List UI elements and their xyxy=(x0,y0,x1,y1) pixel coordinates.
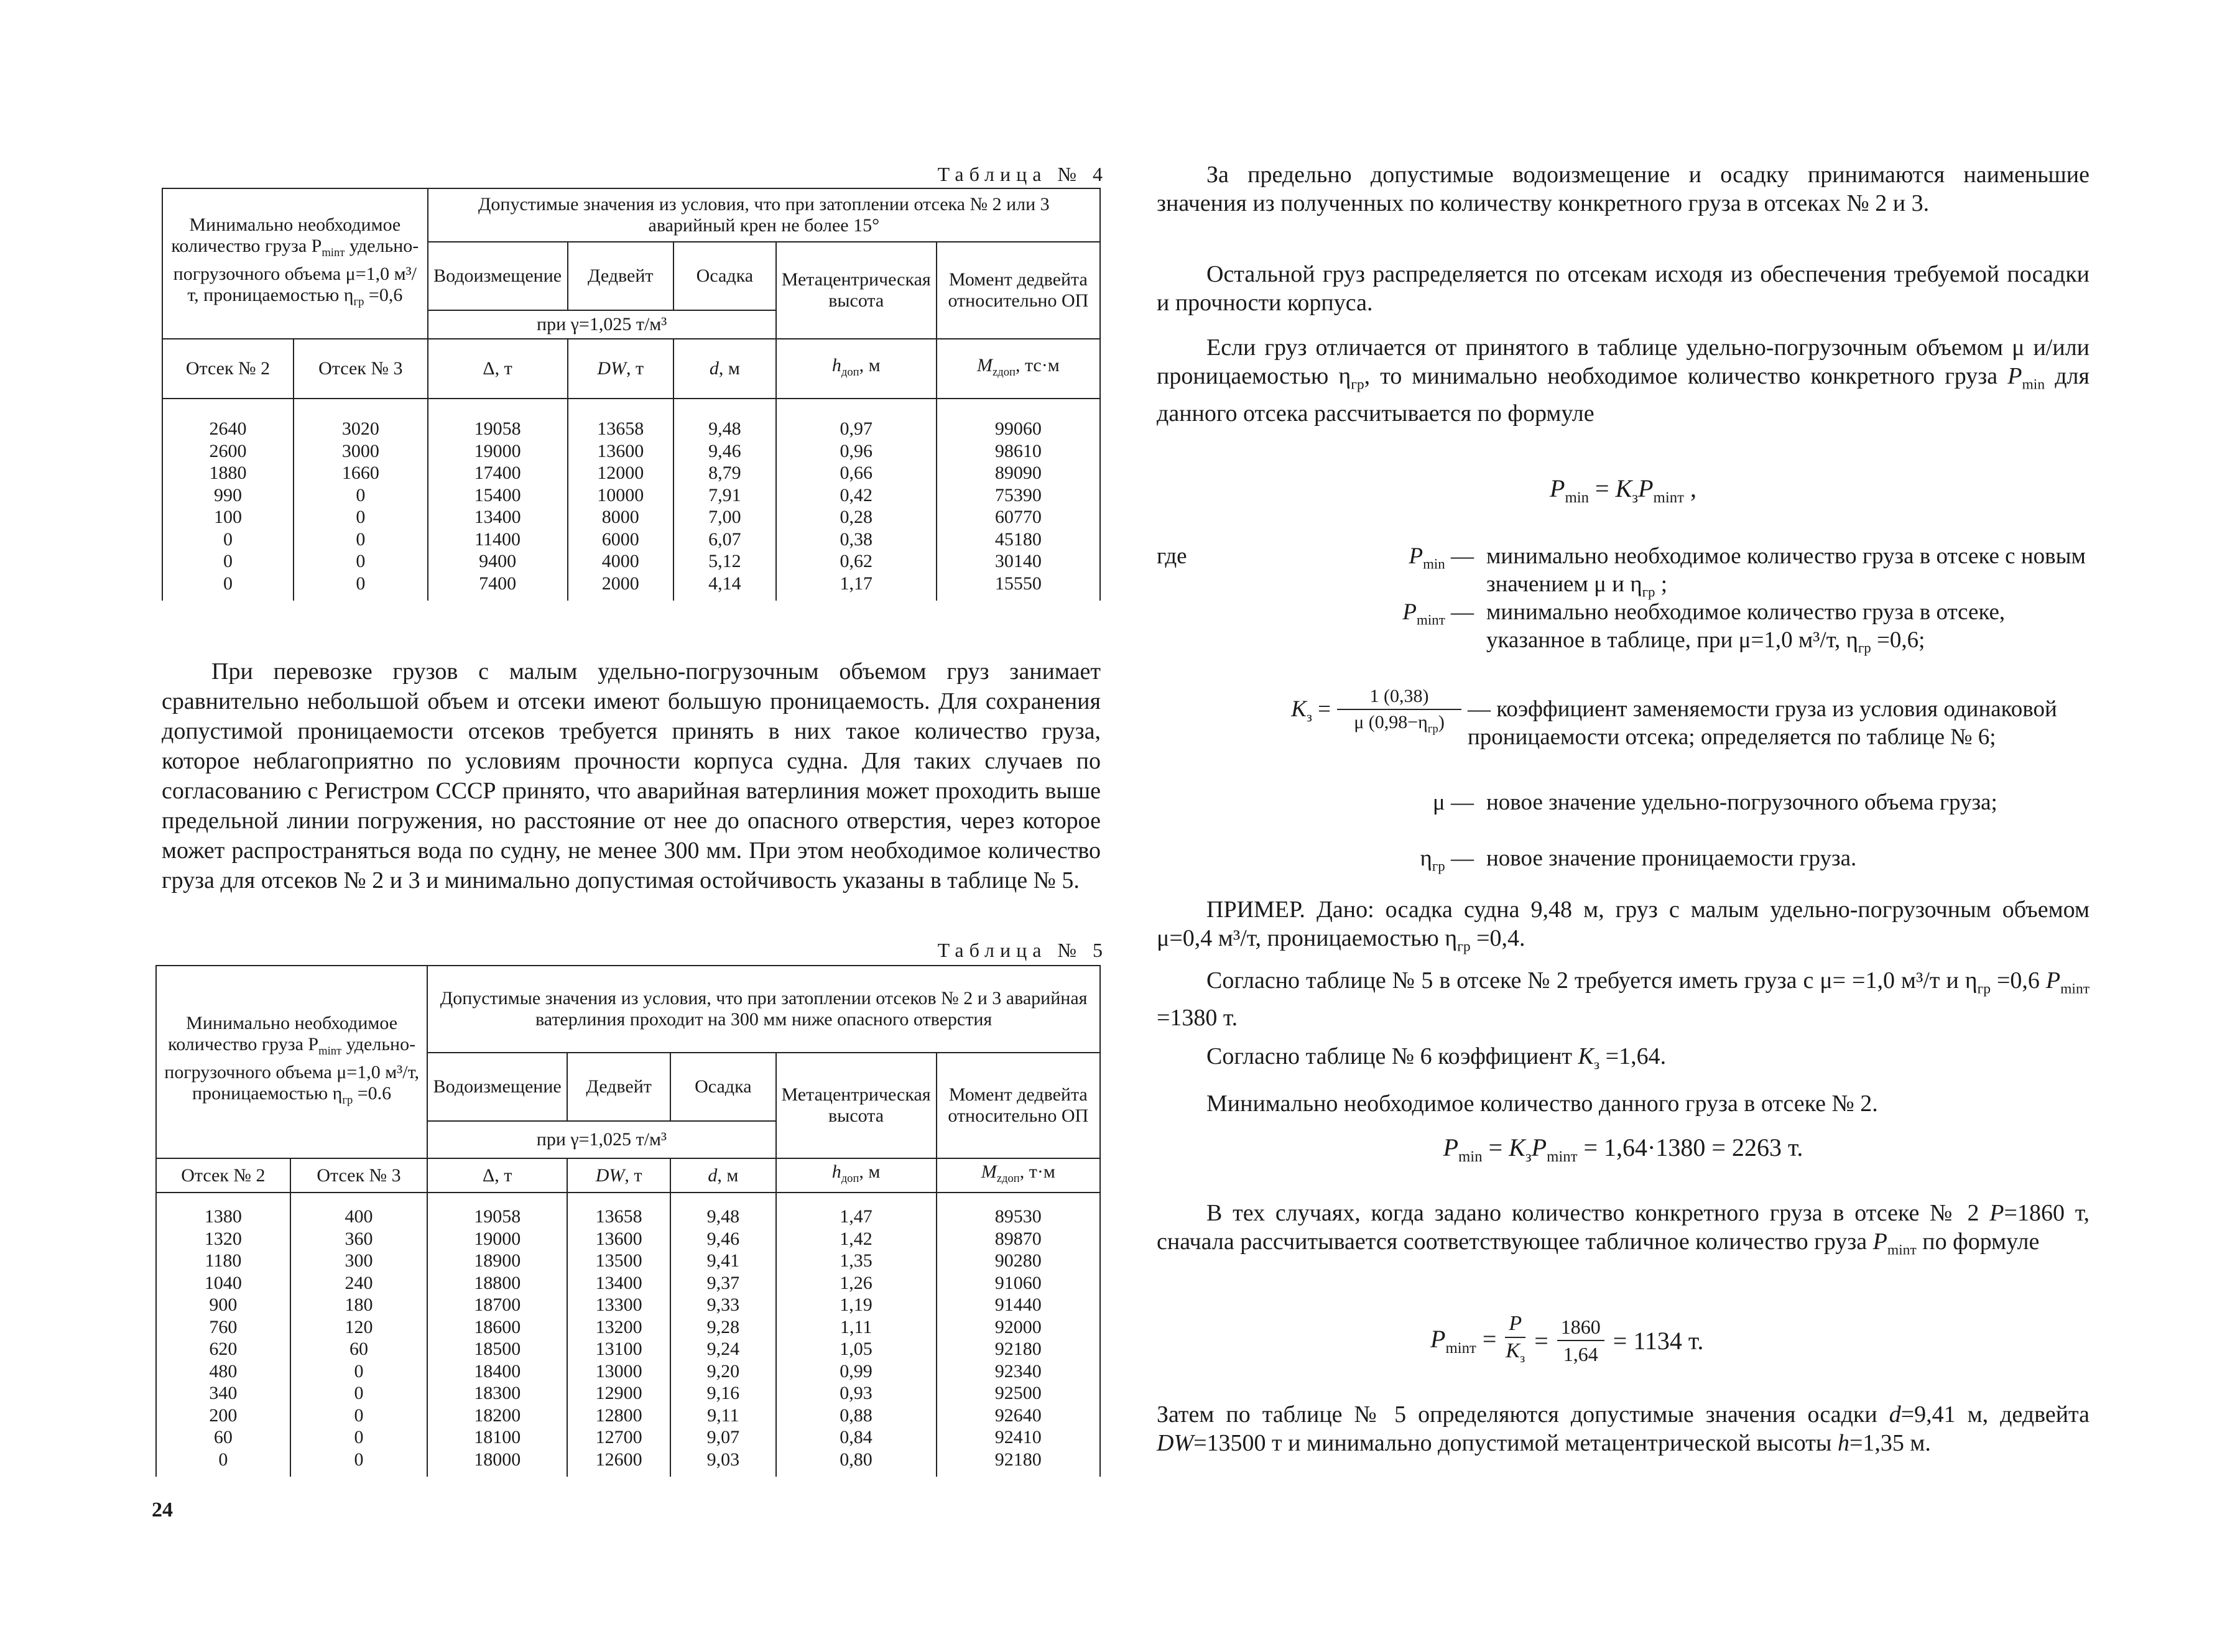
table-cell: 12600 xyxy=(595,1449,642,1470)
table-cell: 75390 xyxy=(994,484,1042,505)
table-cell: 1880 xyxy=(209,463,247,483)
table-cell: 0,93 xyxy=(840,1383,872,1403)
table-cell: 18800 xyxy=(474,1272,521,1293)
table-cell: 9,28 xyxy=(706,1316,740,1337)
table-cell: 360 xyxy=(345,1228,373,1249)
table-cell: 6,07 xyxy=(708,528,741,550)
t5-col5-values xyxy=(776,1193,937,1477)
table-cell: 9,37 xyxy=(706,1272,740,1293)
table-cell: 92000 xyxy=(994,1316,1042,1337)
table-cell: 92340 xyxy=(994,1360,1042,1382)
table-cell: 1,42 xyxy=(840,1228,872,1249)
table-cell: 0,38 xyxy=(840,528,872,550)
table-cell: 91440 xyxy=(994,1294,1042,1315)
t4-col2-values xyxy=(428,399,568,601)
t4-data-rows xyxy=(162,399,1100,601)
table-cell: 12900 xyxy=(595,1383,642,1403)
table-cell: 13200 xyxy=(595,1316,642,1337)
t5-allowed-header: Допустимые значения из условия, что при затоплении отсеков № 2 и 3 аварийная ватерлиния проходит на 300 мм ниже опасного отверстия xyxy=(427,966,1100,1053)
table-cell: 18000 xyxy=(474,1449,521,1470)
table-cell: 12700 xyxy=(595,1427,642,1447)
left-paragraph: При перевозке грузов с малым удельно-погрузочным объемом груз занимает сравнительно небольшой объем и отсеки имеют большую проницаемость. Для сохранения допустимой проницаемости отсеков требуется принять в них такое количество груза, которое неблагоприятно по условиям прочности корпуса судна. Для таких случаев по согласованию с Регистром СССР принято, что аварийная ватерлиния может проходить выше предельной линии погружения, но расстояние от нее до опасного отверстия, через которое может распространяться вода по судну, не менее 300 мм. При этом необходимое количество груза для отсеков № 2 и 3 и минимально допустимая остойчивость указаны в таблице № 5. xyxy=(162,658,1101,893)
right-para-3: Если груз отличается от принятого в таблице удельно-погрузочным объемом μ и/или проницаемостью $\eta_{гр}$, то минимально необходимое количество конкретного груза $P_{min}$ для данного отсека рассчитывается по формуле xyxy=(1157,335,2090,427)
table-cell: 400 xyxy=(345,1206,373,1227)
table-cell: 4000 xyxy=(601,551,639,571)
t5-col3-values xyxy=(567,1193,670,1477)
table-cell: 19000 xyxy=(474,440,521,461)
table-cell: 18500 xyxy=(474,1339,521,1359)
table-cell: 19058 xyxy=(474,418,521,439)
table-cell: 1,47 xyxy=(840,1206,872,1227)
table-cell: 9,48 xyxy=(706,1206,740,1227)
formula3-lhs: $P_{minт}$ = xyxy=(1430,1324,1497,1357)
table-cell: 0,96 xyxy=(840,440,872,461)
t4-col-deadweight: Дедвейт xyxy=(568,242,673,310)
table-cell: 0 xyxy=(356,507,366,527)
table-cell: 8,79 xyxy=(708,463,741,483)
t4-unit-d: d, м xyxy=(673,339,776,399)
t4-col-draft: Осадка xyxy=(673,242,776,310)
t5-col6-values xyxy=(937,1193,1100,1477)
table-cell: 200 xyxy=(209,1405,238,1426)
table-cell: 100 xyxy=(214,507,242,527)
table-cell: 13400 xyxy=(595,1272,642,1293)
t5-unit-dw: DW, т xyxy=(567,1158,670,1193)
def2-text: минимально необходимое количество груза в отсеке, указанное в таблице, при μ=1,0 м³/т, $\eta_{гр} =0,6$; xyxy=(1486,599,2006,656)
table-cell: 0 xyxy=(223,551,233,571)
table-cell: 30140 xyxy=(994,551,1042,571)
t4-col-displacement: Водоизмещение xyxy=(428,242,568,310)
def4-symbol: μ — xyxy=(1432,790,1474,815)
table-cell: 9,07 xyxy=(706,1427,740,1447)
table-cell: 89870 xyxy=(994,1228,1042,1249)
table-cell: 8000 xyxy=(601,507,639,527)
t5-col-displacement: Водоизмещение xyxy=(427,1053,567,1121)
table-cell: 98610 xyxy=(994,440,1042,461)
table-cell: 0 xyxy=(356,573,366,594)
page-number: 24 xyxy=(152,1498,173,1521)
right-para-2: Остальной груз распределяется по отсекам исходя из обеспечения требуемой посадки и прочности корпуса. xyxy=(1157,261,2090,316)
where-label: где xyxy=(1157,543,1187,569)
t5-data-rows xyxy=(156,1193,1100,1477)
formula3-f1-num: P xyxy=(1505,1311,1525,1338)
formula3-f1-den: $K_з$ xyxy=(1506,1339,1525,1365)
table-cell: 45180 xyxy=(994,528,1042,550)
t4-col4-values xyxy=(673,399,776,601)
table-cell: 900 xyxy=(209,1294,238,1315)
table-cell: 17400 xyxy=(474,463,521,483)
table-cell: 1,05 xyxy=(840,1339,872,1359)
t5-unit-comp2: Отсек № 2 xyxy=(156,1158,290,1193)
formula3-fraction-2 xyxy=(1557,1314,1604,1367)
table-cell: 13658 xyxy=(597,418,644,439)
right-para-5: Согласно таблице № 6 коэффициент $K_з =1,64$. xyxy=(1206,1043,1667,1073)
t4-unit-comp2: Отсек № 2 xyxy=(162,339,294,399)
table-cell: 0,80 xyxy=(840,1449,872,1470)
table-cell: 760 xyxy=(209,1316,238,1337)
def1-text: минимально необходимое количество груза в отсеке с новым значением μ и $\eta_{гр}$ ; xyxy=(1486,543,2086,600)
table-cell: 60 xyxy=(213,1427,233,1447)
t5-col2-values xyxy=(427,1193,567,1477)
table5-caption: Таблица № 5 xyxy=(937,939,1108,961)
table-cell: 13600 xyxy=(595,1228,642,1249)
def3-denominator: μ $(0,98-\eta_{гр})$ xyxy=(1354,712,1445,736)
t5-min-cargo-header: Минимально необходимое количество груза $P_{minт}$ удельно-погрузочного объема μ=1,0 м³/т, проницаемостью $\eta_{гр} =0.6$ xyxy=(156,966,427,1158)
table-cell: 9,16 xyxy=(706,1383,740,1403)
table-cell: 18700 xyxy=(474,1294,521,1315)
t4-unit-comp3: Отсек № 3 xyxy=(294,339,428,399)
table-cell: 0 xyxy=(354,1427,364,1447)
t4-col-metacentric: Метацентрическая высота xyxy=(776,242,937,339)
table-cell: 0 xyxy=(356,484,366,505)
t5-unit-h: $h_{доп}$, м xyxy=(776,1158,937,1193)
table-cell: 0 xyxy=(223,573,233,594)
table-cell: 1660 xyxy=(341,463,379,483)
t5-col1-values xyxy=(290,1193,427,1477)
table-cell: 89090 xyxy=(994,463,1042,483)
table-cell: 13100 xyxy=(595,1339,642,1359)
table4-caption: Таблица № 4 xyxy=(937,163,1108,185)
table-cell: 0 xyxy=(223,528,233,550)
formula-3 xyxy=(1430,1311,1703,1371)
def3-text: — коэффициент заменяемости груза из условия одинаковой проницаемости отсека; определяется по таблице № 6; xyxy=(1468,696,2057,750)
table-cell: 9,46 xyxy=(708,440,741,461)
right-para-1: За предельно допустимые водоизмещение и осадку принимаются наименьшие значения из полученных по количеству конкретного груза в отсеках № 2 и 3. xyxy=(1157,162,2090,216)
table-cell: 9,20 xyxy=(706,1360,740,1382)
t5-col-metacentric: Метацентрическая высота xyxy=(776,1053,937,1158)
def1-symbol: $P_{min}$ — xyxy=(1409,543,1474,572)
t5-unit-comp3: Отсек № 3 xyxy=(290,1158,427,1193)
table-cell: 18900 xyxy=(474,1250,521,1271)
table-cell: 2600 xyxy=(209,440,247,461)
table-cell: 2000 xyxy=(601,573,639,594)
formula3-f2-den: 1,64 xyxy=(1563,1343,1598,1366)
t4-unit-m: $M_{zдоп}$, тс·м xyxy=(937,339,1100,399)
t5-col-deadweight: Дедвейт xyxy=(567,1053,670,1121)
t5-col-moment: Момент дедвейта относительно ОП xyxy=(937,1053,1100,1158)
formula3-f2-num: 1860 xyxy=(1557,1314,1604,1341)
t4-unit-delta: Δ, т xyxy=(428,339,568,399)
t4-col0-values xyxy=(162,399,294,601)
table-cell: 1320 xyxy=(204,1228,242,1249)
t5-col-draft: Осадка xyxy=(670,1053,775,1121)
table-cell: 0 xyxy=(356,528,366,550)
def5-text: новое значение проницаемости груза. xyxy=(1486,846,1857,871)
table-cell: 92410 xyxy=(994,1427,1042,1447)
table-cell: 91060 xyxy=(994,1272,1042,1293)
table-cell: 18400 xyxy=(474,1360,521,1382)
formula3-equals: = xyxy=(1534,1326,1548,1355)
table-cell: 13300 xyxy=(595,1294,642,1315)
def3-numerator: 1 (0,38) xyxy=(1337,684,1461,710)
table-cell: 9,03 xyxy=(706,1449,740,1470)
table-cell: 12800 xyxy=(595,1405,642,1426)
t5-unit-d: d, м xyxy=(670,1158,775,1193)
table-cell: 13500 xyxy=(595,1250,642,1271)
t5-density-note: при γ=1,025 т/м³ xyxy=(427,1121,775,1158)
table-cell: 18600 xyxy=(474,1316,521,1337)
def5-symbol: $\eta_{гр}$ — xyxy=(1420,846,1474,874)
table-cell: 19058 xyxy=(474,1206,521,1227)
table-cell: 0 xyxy=(218,1449,228,1470)
t4-density-note: при γ=1,025 т/м³ xyxy=(428,310,776,339)
table-cell: 7,00 xyxy=(708,507,741,527)
table-cell: 0 xyxy=(354,1449,364,1470)
table-cell: 1,35 xyxy=(840,1250,872,1271)
table-cell: 92180 xyxy=(994,1339,1042,1359)
t4-col5-values xyxy=(776,399,937,601)
table-cell: 990 xyxy=(214,484,242,505)
table-cell: 620 xyxy=(209,1339,238,1359)
table-cell: 0 xyxy=(354,1405,364,1426)
table-cell: 1,19 xyxy=(840,1294,872,1315)
table-cell: 1380 xyxy=(204,1206,242,1227)
table-cell: 7400 xyxy=(479,573,517,594)
t4-unit-h: $h_{доп}$, м xyxy=(776,339,937,399)
table-cell: 9,11 xyxy=(707,1405,739,1426)
table-cell: 240 xyxy=(345,1272,373,1293)
t4-col6-values xyxy=(937,399,1100,601)
table-cell: 9,41 xyxy=(706,1250,740,1271)
table-cell: 0,99 xyxy=(840,1360,872,1382)
t4-col3-values xyxy=(568,399,673,601)
table-cell: 89530 xyxy=(994,1206,1042,1227)
table-cell: 0,97 xyxy=(840,418,872,439)
table-cell: 92640 xyxy=(994,1405,1042,1426)
table-5 xyxy=(155,965,1101,1477)
example-paragraph: ПРИМЕР. Дано: осадка судна 9,48 м, груз с малым удельно-погрузочным объемом μ=0,4 м³/т, проницаемостью $\eta_{гр} =0,4$. xyxy=(1157,897,2090,955)
table-cell: 9,46 xyxy=(706,1228,740,1249)
table-cell: 9400 xyxy=(479,551,517,571)
table-cell: 99060 xyxy=(994,418,1042,439)
def3-lhs: $K_з$ = xyxy=(1291,696,1331,725)
table-cell: 0 xyxy=(354,1383,364,1403)
def3-fraction xyxy=(1337,684,1461,742)
table-cell: 9,24 xyxy=(706,1339,740,1359)
table-cell: 9,33 xyxy=(706,1294,740,1315)
t4-col1-values xyxy=(294,399,428,601)
table-cell: 2640 xyxy=(209,418,247,439)
table-cell: 13600 xyxy=(597,440,644,461)
table-cell: 92180 xyxy=(994,1449,1042,1470)
t5-col0-values xyxy=(156,1193,290,1477)
t4-unit-dw: DW, т xyxy=(568,339,673,399)
table-cell: 60770 xyxy=(994,507,1042,527)
table-cell: 90280 xyxy=(994,1250,1042,1271)
right-para-7: В тех случаях, когда задано количество конкретного груза в отсеке № 2 P=1860 т, сначала рассчитывается соответствующее табличное количество груза $P_{minт}$ по формуле xyxy=(1157,1200,2090,1258)
table-cell: 15550 xyxy=(994,573,1042,594)
table-cell: 1180 xyxy=(205,1250,242,1271)
table-cell: 1040 xyxy=(204,1272,242,1293)
table-cell: 18100 xyxy=(474,1427,521,1447)
right-para-6: Минимально необходимое количество данного груза в отсеке № 2. xyxy=(1206,1091,1878,1117)
table-cell: 60 xyxy=(349,1339,369,1359)
table-cell: 13000 xyxy=(595,1360,642,1382)
table-cell: 4,14 xyxy=(708,573,741,594)
right-para-4: Согласно таблице № 5 в отсеке № 2 требуется иметь груза с μ= =1,0 м³/т и $\eta_{гр} =0,6$ $P_{minт} =1380$ т. xyxy=(1157,967,2090,1031)
table-cell: 9,48 xyxy=(708,418,741,439)
table-cell: 0,42 xyxy=(840,484,872,505)
table-cell: 92500 xyxy=(994,1383,1042,1403)
table-cell: 0,66 xyxy=(840,463,872,483)
table-cell: 13400 xyxy=(474,507,521,527)
table-cell: 0 xyxy=(356,551,366,571)
table-cell: 15400 xyxy=(474,484,521,505)
right-para-8: Затем по таблице № 5 определяются допустимые значения осадки d=9,41 м, дедвейта DW=13500 т и минимально допустимой метацентрической высоты h=1,35 м. xyxy=(1157,1401,2090,1456)
table-4 xyxy=(162,188,1101,601)
table-cell: 10000 xyxy=(597,484,644,505)
t5-unit-m: $M_{zдоп}$, т·м xyxy=(937,1158,1100,1193)
table-cell: 11400 xyxy=(474,528,521,550)
table-cell: 1,26 xyxy=(840,1272,872,1293)
formula-1: $P_{min} = K_зP_{minт}$ , xyxy=(1550,474,1696,506)
t5-col4-values xyxy=(670,1193,775,1477)
table-cell: 0 xyxy=(354,1360,364,1382)
t5-unit-delta: Δ, т xyxy=(427,1158,567,1193)
table-cell: 5,12 xyxy=(708,551,741,571)
table-cell: 0,88 xyxy=(840,1405,872,1426)
table-cell: 12000 xyxy=(597,463,644,483)
table-cell: 7,91 xyxy=(708,484,741,505)
def4-text: новое значение удельно-погрузочного объема груза; xyxy=(1486,790,1997,815)
table-cell: 18300 xyxy=(474,1383,521,1403)
table-cell: 19000 xyxy=(474,1228,521,1249)
table-cell: 0,28 xyxy=(840,507,872,527)
formula-2: $P_{min} = K_зP_{minт} = 1,64\cdot 1380 = 2263$ т. xyxy=(1443,1133,1803,1165)
table-cell: 6000 xyxy=(601,528,639,550)
table-cell: 3020 xyxy=(341,418,379,439)
formula3-rhs: = 1134 т. xyxy=(1613,1326,1704,1355)
table-cell: 3000 xyxy=(341,440,379,461)
table-cell: 13658 xyxy=(595,1206,642,1227)
formula3-fraction-1 xyxy=(1505,1311,1525,1371)
def2-symbol: $P_{minт}$ — xyxy=(1402,599,1474,628)
table-cell: 300 xyxy=(345,1250,373,1271)
table-cell: 18200 xyxy=(474,1405,521,1426)
table-cell: 1,11 xyxy=(840,1316,872,1337)
table-cell: 1,17 xyxy=(840,573,872,594)
table-cell: 480 xyxy=(209,1360,238,1382)
table-cell: 0,84 xyxy=(840,1427,872,1447)
table-cell: 340 xyxy=(209,1383,238,1403)
table-cell: 0,62 xyxy=(840,551,872,571)
t4-col-moment: Момент дедвейта относительно ОП xyxy=(937,242,1100,339)
table-cell: 180 xyxy=(345,1294,373,1315)
t4-min-cargo-header: Минимально необходимое количество груза $P_{minт}$ удельно-погрузочного объема μ=1,0 м³/т, проницаемостью $\eta_{гр} =0,6$ xyxy=(162,188,428,339)
table-cell: 120 xyxy=(345,1316,373,1337)
t4-allowed-header: Допустимые значения из условия, что при затоплении отсека № 2 или 3 аварийный крен не более 15° xyxy=(428,188,1100,242)
